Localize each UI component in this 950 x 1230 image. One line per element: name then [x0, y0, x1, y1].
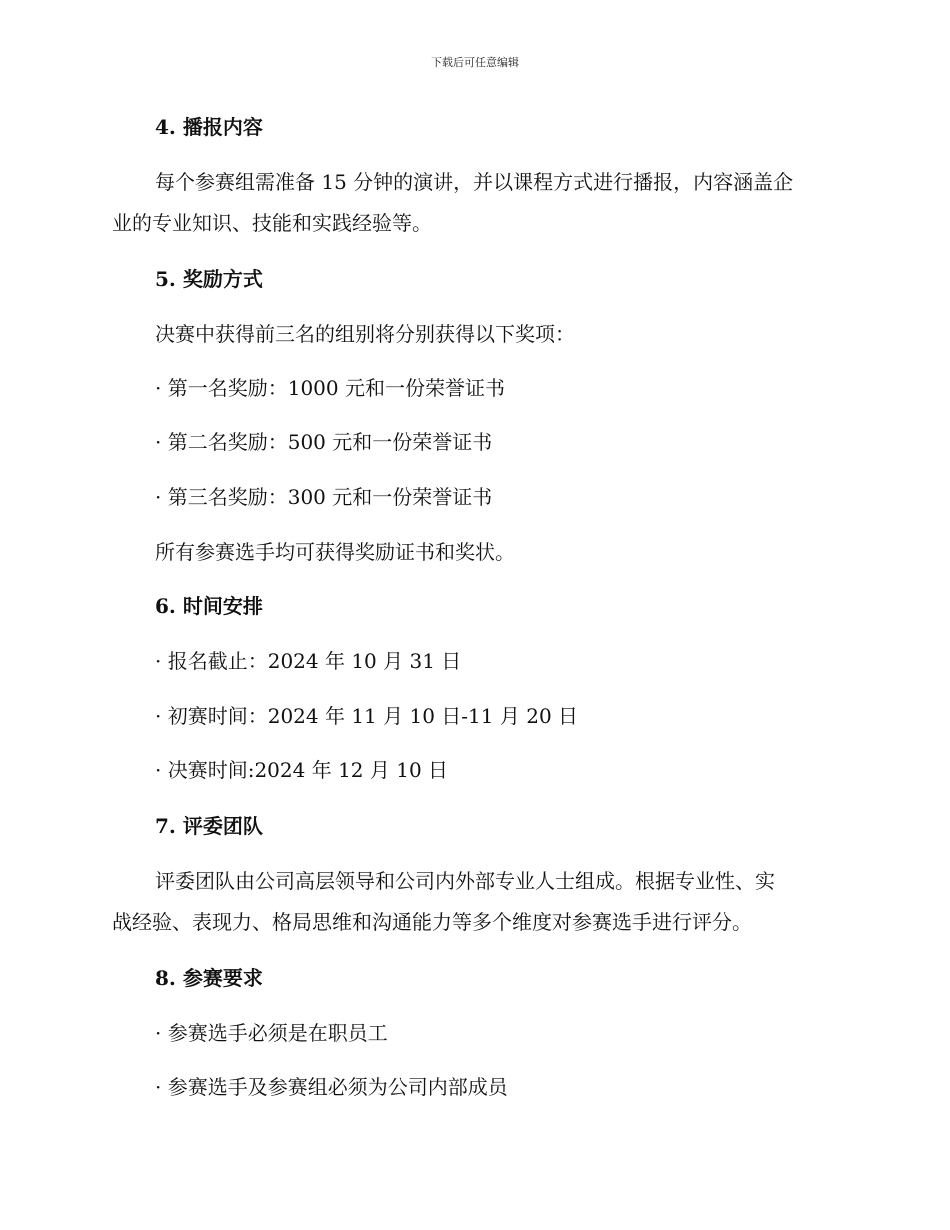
award-list-item: · 第二名奖励：500 元和一份荣誉证书: [155, 430, 493, 454]
award-list-item: · 第三名奖励：300 元和一份荣誉证书: [155, 485, 493, 509]
schedule-list-item: · 决赛时间:2024 年 12 月 10 日: [155, 758, 449, 782]
section-7-title: 7. 评委团队: [155, 814, 263, 838]
section-4-title: 4. 播报内容: [155, 115, 263, 139]
section-8-title: 8. 参赛要求: [155, 966, 263, 990]
requirement-list-item: · 参赛选手必须是在职员工: [155, 1021, 388, 1045]
section-5-note: 所有参赛选手均可获得奖励证书和奖状。: [155, 540, 515, 564]
requirement-list-item: · 参赛选手及参赛组必须为公司内部成员: [155, 1075, 508, 1099]
section-5-intro: 决赛中获得前三名的组别将分别获得以下奖项：: [155, 322, 575, 346]
page-header: 下载后可任意编辑: [431, 56, 519, 69]
section-5-title: 5. 奖励方式: [155, 267, 263, 291]
award-list-item: · 第一名奖励：1000 元和一份荣誉证书: [155, 376, 505, 400]
section-6-title: 6. 时间安排: [155, 594, 263, 618]
schedule-list-item: · 报名截止：2024 年 10 月 31 日: [155, 649, 462, 673]
schedule-list-item: · 初赛时间：2024 年 11 月 10 日-11 月 20 日: [155, 704, 579, 728]
section-7-paragraph-line-2: 战经验、表现力、格局思维和沟通能力等多个维度对参赛选手进行评分。: [112, 910, 752, 934]
section-7-paragraph-line-1: 评委团队由公司高层领导和公司内外部专业人士组成。根据专业性、实: [155, 869, 775, 893]
section-4-paragraph-line-2: 业的专业知识、技能和实践经验等。: [112, 211, 432, 235]
section-4-paragraph-line-1: 每个参赛组需准备 15 分钟的演讲，并以课程方式进行播报，内容涵盖企: [155, 170, 794, 194]
